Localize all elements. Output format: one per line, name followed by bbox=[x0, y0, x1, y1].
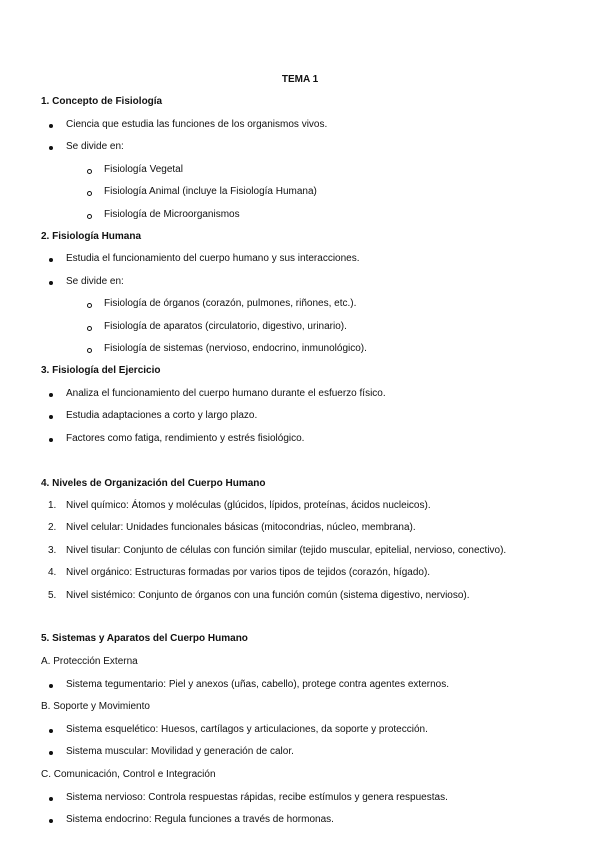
section-5-bullet: Sistema endocrino: Regula funciones a través de hormonas. bbox=[66, 814, 334, 825]
section-3-bullet: Analiza el funcionamiento del cuerpo humano durante el esfuerzo físico. bbox=[66, 388, 386, 399]
section-5-bullet: Sistema tegumentario: Piel y anexos (uñas, cabello), protege contra agentes externos. bbox=[66, 679, 449, 690]
section-4-numbered-item bbox=[48, 500, 431, 511]
item-number: 1. bbox=[48, 500, 57, 511]
section-1-subitem: Fisiología Vegetal bbox=[104, 164, 183, 175]
section-1-subitem: Fisiología Animal (incluye la Fisiología Humana) bbox=[104, 186, 317, 197]
section-2-bullet: Estudia el funcionamiento del cuerpo humano y sus interacciones. bbox=[66, 253, 360, 264]
section-4-numbered-item bbox=[48, 590, 470, 601]
item-text: Nivel celular: Unidades funcionales básicas (mitocondrias, núcleo, membrana). bbox=[66, 522, 416, 533]
subsection-b-label: B. Soporte y Movimiento bbox=[41, 701, 150, 712]
subsection-a-label: A. Protección Externa bbox=[41, 656, 138, 667]
document-title: TEMA 1 bbox=[281, 74, 319, 85]
section-2-bullet: Se divide en: bbox=[66, 276, 124, 287]
subsection-c-label: C. Comunicación, Control e Integración bbox=[41, 769, 216, 780]
section-4-numbered-item bbox=[48, 567, 431, 578]
section-2-heading: 2. Fisiología Humana bbox=[41, 231, 142, 242]
section-2-subitem: Fisiología de órganos (corazón, pulmones, riñones, etc.). bbox=[104, 298, 357, 309]
section-4-numbered-item bbox=[48, 522, 416, 533]
item-number: 4. bbox=[48, 567, 57, 578]
section-4-heading: 4. Niveles de Organización del Cuerpo Humano bbox=[41, 478, 266, 489]
section-1-bullet: Ciencia que estudia las funciones de los organismos vivos. bbox=[66, 119, 328, 130]
item-number: 5. bbox=[48, 590, 57, 601]
section-2-subitem: Fisiología de aparatos (circulatorio, digestivo, urinario). bbox=[104, 321, 347, 332]
section-2-subitem: Fisiología de sistemas (nervioso, endocrino, inmunológico). bbox=[104, 343, 367, 354]
section-1-heading: 1. Concepto de Fisiología bbox=[41, 96, 163, 107]
item-text: Nivel orgánico: Estructuras formadas por varios tipos de tejidos (corazón, hígado). bbox=[66, 567, 431, 578]
section-3-bullet: Factores como fatiga, rendimiento y estrés fisiológico. bbox=[66, 433, 305, 444]
section-3-bullet: Estudia adaptaciones a corto y largo plazo. bbox=[66, 410, 258, 421]
section-5-bullet: Sistema esquelético: Huesos, cartílagos y articulaciones, da soporte y protección. bbox=[66, 724, 428, 735]
item-text: Nivel tisular: Conjunto de células con función similar (tejido muscular, epitelial, nervioso, conectivo). bbox=[66, 545, 507, 556]
item-text: Nivel químico: Átomos y moléculas (glúcidos, lípidos, proteínas, ácidos nucleicos). bbox=[66, 500, 431, 511]
item-number: 2. bbox=[48, 522, 57, 533]
section-5-bullet: Sistema nervioso: Controla respuestas rápidas, recibe estímulos y genera respuestas. bbox=[66, 792, 448, 803]
section-5-bullet: Sistema muscular: Movilidad y generación de calor. bbox=[66, 746, 294, 757]
section-1-subitem: Fisiología de Microorganismos bbox=[104, 209, 240, 220]
item-text: Nivel sistémico: Conjunto de órganos con una función común (sistema digestivo, nervioso). bbox=[66, 590, 470, 601]
section-1-bullet: Se divide en: bbox=[66, 141, 124, 152]
section-4-numbered-item bbox=[48, 545, 507, 556]
section-5-heading: 5. Sistemas y Aparatos del Cuerpo Humano bbox=[41, 633, 248, 644]
section-3-heading: 3. Fisiología del Ejercicio bbox=[41, 365, 161, 376]
item-number: 3. bbox=[48, 545, 57, 556]
